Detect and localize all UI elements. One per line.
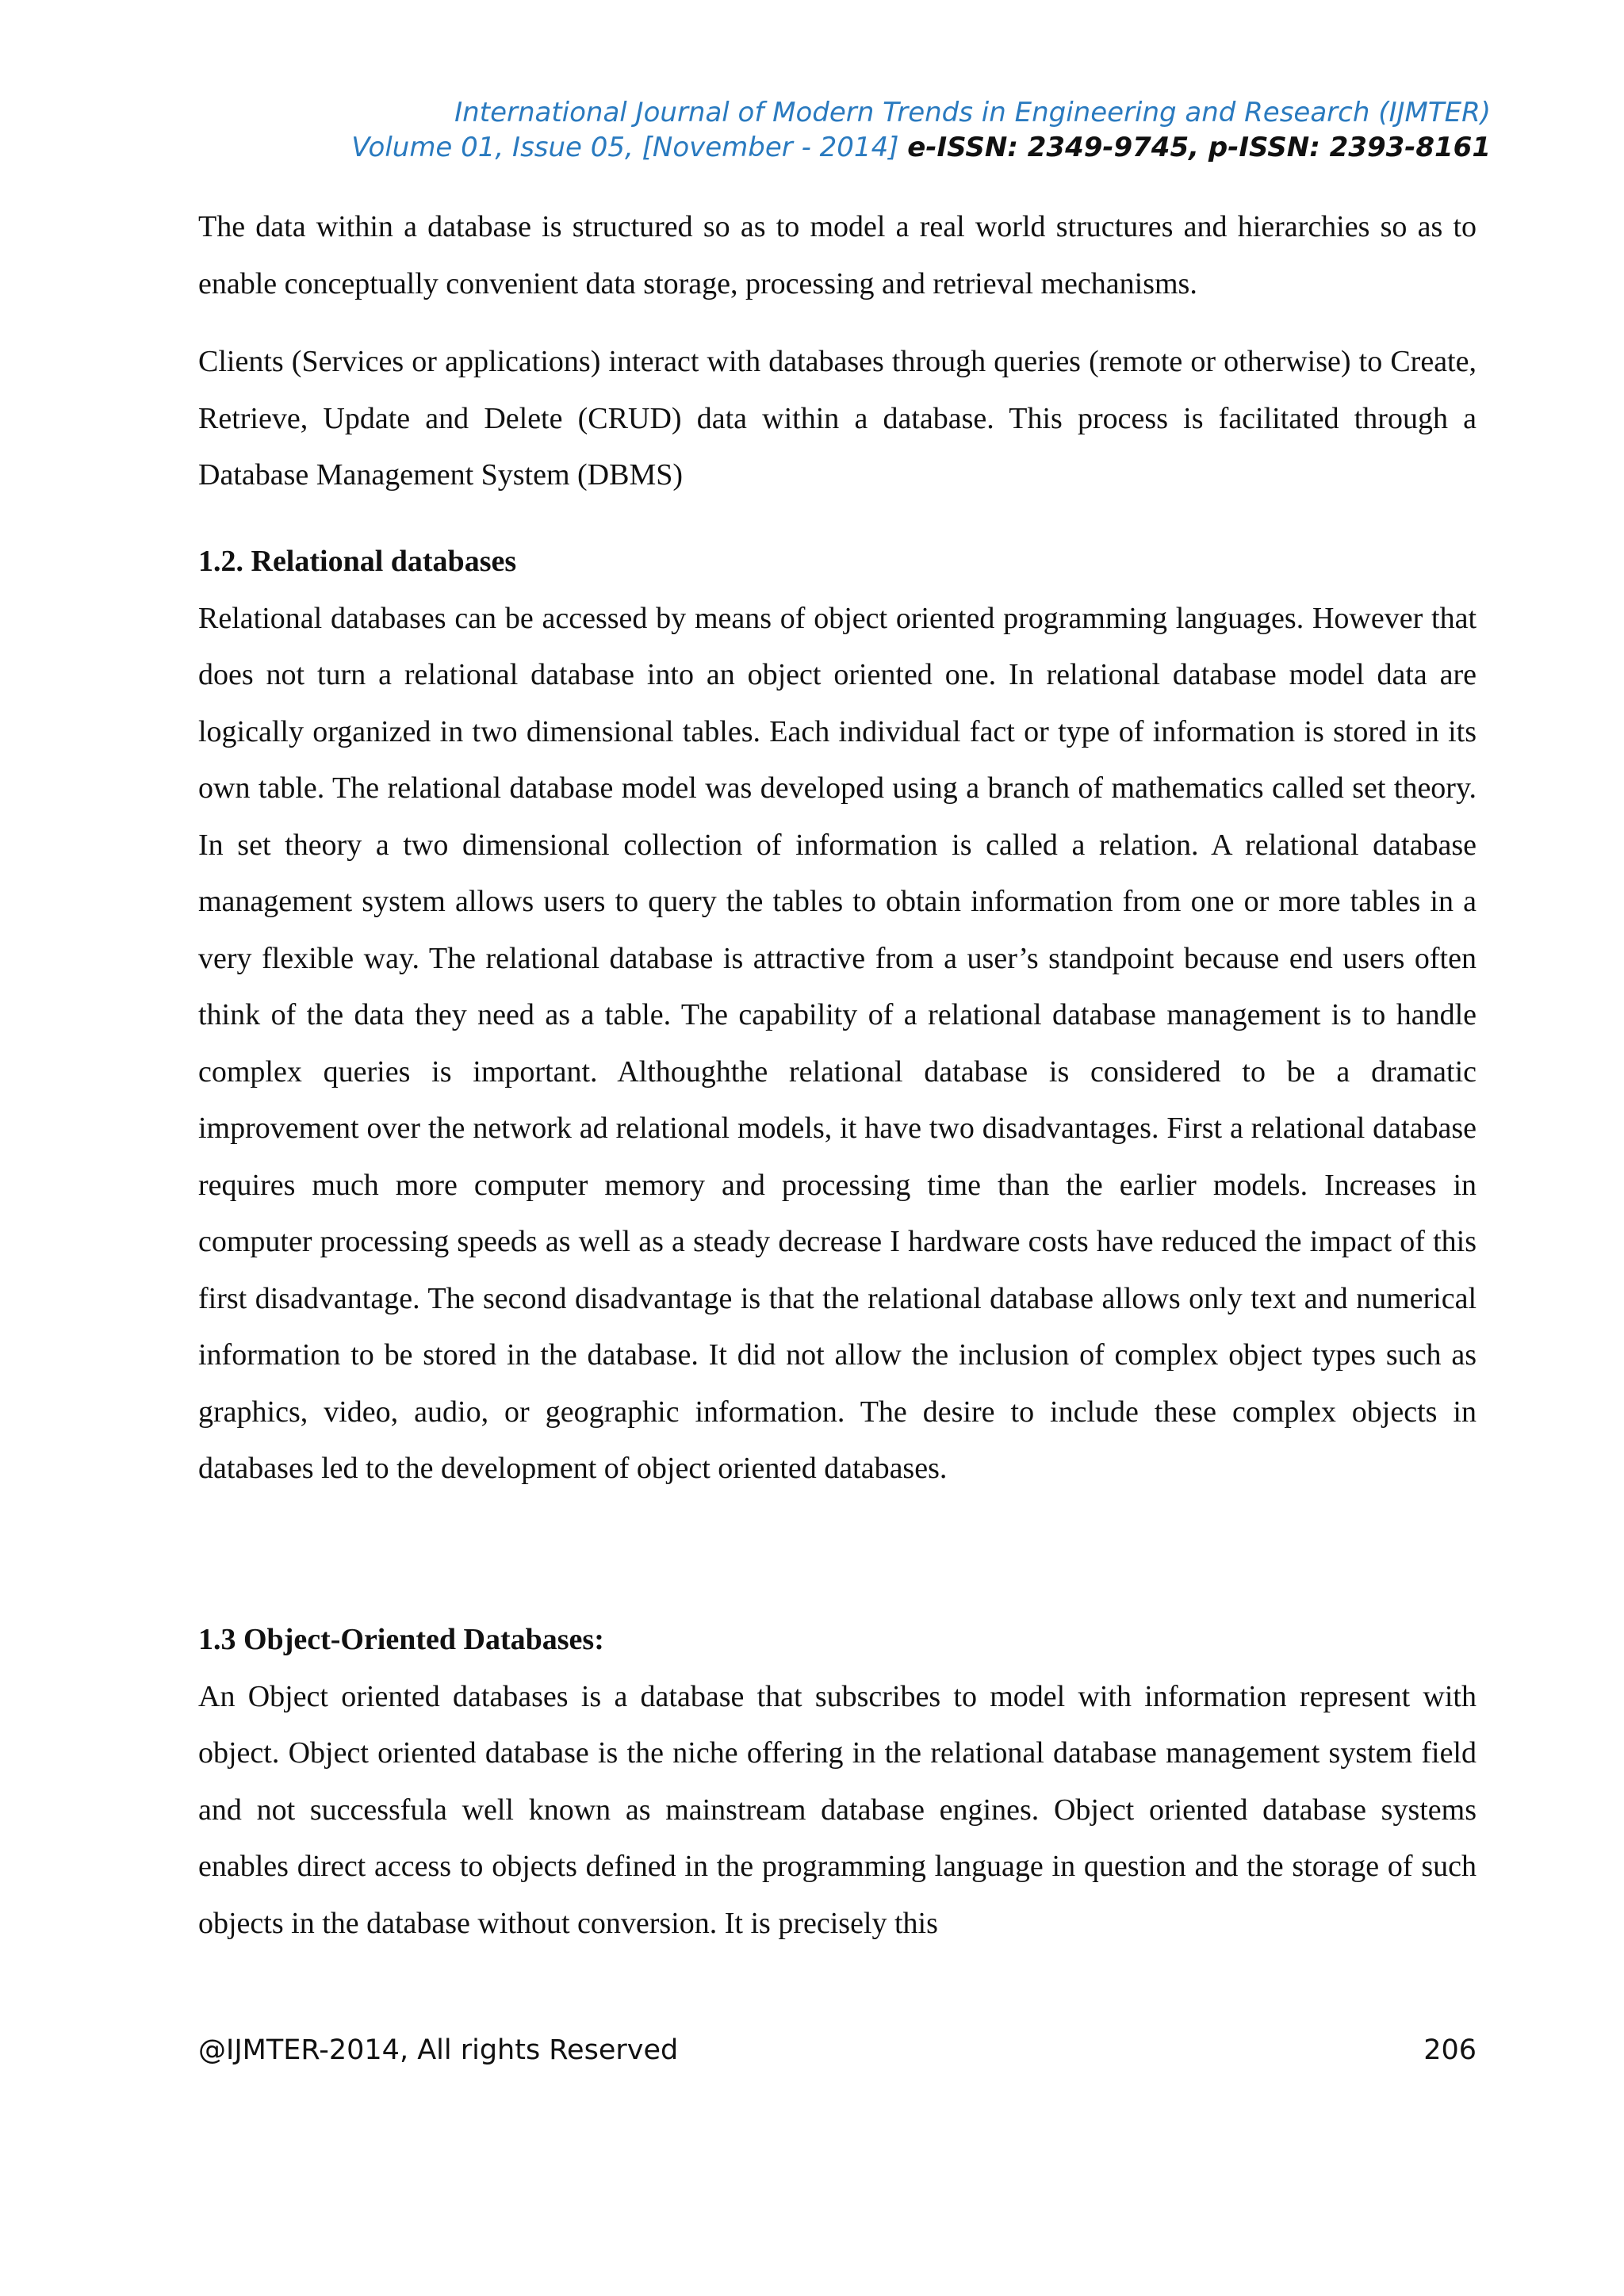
- section-heading-relational: 1.2. Relational databases: [198, 545, 517, 578]
- journal-volume-line: [111, 130, 1491, 165]
- paragraph-data-structure: The data within a database is structured so as to model a real world structures and hierarchies so as to enable conceptually convenient data storage, processing and retrieval mechanisms.: [198, 210, 1477, 300]
- object-oriented-section: [198, 1612, 1477, 1952]
- journal-title: International Journal of Modern Trends in Engineering and Research (IJMTER): [454, 97, 1491, 128]
- intro-block: [198, 199, 1477, 312]
- footer-page-number: 206: [1423, 2034, 1477, 2066]
- section-heading-object-oriented: 1.3 Object-Oriented Databases:: [198, 1623, 604, 1656]
- journal-issn: e-ISSN: 2349-9745, p-ISSN: 2393-8161: [907, 132, 1491, 163]
- relational-section: [198, 534, 1477, 1498]
- crud-block: [198, 334, 1477, 504]
- paragraph-crud: Clients (Services or applications) interact with databases through queries (remote or otherwise) to Create, Retrieve, Update and Delete (CRUD) data within a database. This process is facilitated through a Database Management System (DBMS): [198, 345, 1477, 492]
- paragraph-object-oriented: An Object oriented databases is a database that subscribes to model with information represent with object. Object oriented database is the niche offering in the relational database management system field and not successfula well known as mainstream database engines. Object oriented database systems enables direct access to objects defined in the programming language in question and the storage of such objects in the database without conversion. It is precisely this: [198, 1679, 1477, 1940]
- paragraph-relational: Relational databases can be accessed by means of object oriented programming languages. However that does not turn a relational database into an object oriented one. In relational database model data are logically organized in two dimensional tables. Each individual fact or type of information is stored in its own table. The relational database model was developed using a branch of mathematics called set theory. In set theory a two dimensional collection of information is called a relation. A relational database management system allows users to query the tables to obtain information from one or more tables in a very flexible way. The relational database is attractive from a user’s standpoint because end users often think of the data they need as a table. The capability of a relational database management is to handle complex queries is important. Althoughthe relational database is considered to be a dramatic improvement over the network ad relational models, it have two disadvantages. First a relational database requires much more computer memory and processing time than the earlier models. Increases in computer processing speeds as well as a steady decrease I hardware costs have reduced the impact of this first disadvantage. The second disadvantage is that the relational database allows only text and numerical information to be stored in the database. It did not allow the inclusion of complex object types such as graphics, video, audio, or geographic information. The desire to include these complex objects in databases led to the development of object oriented databases.: [198, 601, 1477, 1485]
- journal-volume: Volume 01, Issue 05, [November - 2014]: [351, 132, 899, 163]
- footer-copyright: @IJMTER-2014, All rights Reserved: [198, 2034, 679, 2066]
- journal-header: [111, 95, 1491, 165]
